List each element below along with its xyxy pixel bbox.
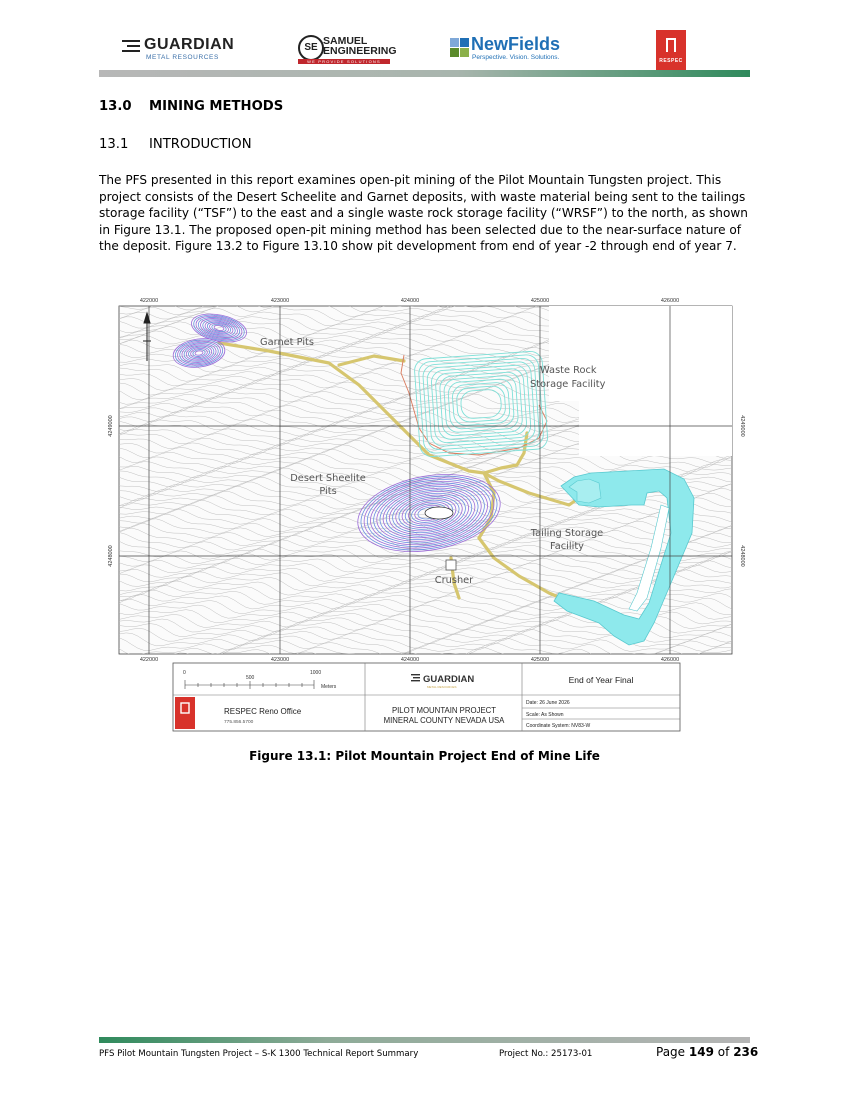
samuel-logo-line2: ENGINEERING xyxy=(323,45,397,57)
map-title-block xyxy=(173,663,680,731)
page-total: 236 xyxy=(733,1045,759,1059)
title-block-scale: Scale: As Shown xyxy=(526,712,564,718)
scale-label-1000: 1000 xyxy=(310,670,322,676)
newfields-logo-sub: Perspective. Vision. Solutions. xyxy=(472,54,560,61)
title-block-date: Date: 26 June 2026 xyxy=(526,700,570,706)
footer-project-number: Project No.: 25173-01 xyxy=(499,1049,593,1059)
easting-tick-bottom: 422000 xyxy=(139,657,159,663)
section-heading xyxy=(99,99,283,114)
scale-unit: Meters xyxy=(321,684,337,690)
blank-area xyxy=(579,401,732,456)
title-block-phone: 775.856.5700 xyxy=(224,720,254,725)
scale-label-500: 500 xyxy=(246,675,255,681)
figure-caption: Figure 13.1: Pilot Mountain Project End of Mine Life xyxy=(249,749,600,763)
label-desert-line1: Desert Sheelite xyxy=(290,473,366,484)
northing-tick-left: 4249000 xyxy=(108,415,114,437)
label-tsf-line2: Facility xyxy=(550,541,584,552)
samuel-engineering-logo xyxy=(298,33,397,65)
section-title: MINING METHODS xyxy=(149,99,284,114)
label-crusher: Crusher xyxy=(434,575,474,586)
guardian-logo xyxy=(122,36,252,66)
section-number: 13.0 xyxy=(99,99,132,114)
respec-logo-name: RESPEC xyxy=(659,58,683,64)
newfields-logo-name: NewFields xyxy=(471,34,561,54)
header-divider xyxy=(99,70,750,77)
easting-tick-top: 423000 xyxy=(270,298,290,304)
page-current: 149 xyxy=(688,1045,714,1059)
respec-mark-icon xyxy=(666,38,676,52)
respec-logo xyxy=(656,30,686,72)
label-wrsf-line2: Storage Facility xyxy=(530,379,606,390)
easting-tick-top: 425000 xyxy=(530,298,550,304)
footer-divider xyxy=(99,1037,750,1043)
intro-paragraph: The PFS presented in this report examines open-pit mining of the Pilot Mountain Tungsten project. This project consists of the Desert Scheelite and Garnet deposits, with waste material being sent to the tailings storage facility (“TSF”) to the east and a single waste rock storage facility (“WRSF”) to the north, as shown in Figure 13.1. The proposed open-pit mining method has been selected due to the near-surface nature of the deposit. Figure 13.2 to Figure 13.10 show pit development from end of year -2 through end of year 7. xyxy=(99,173,748,254)
easting-tick-bottom: 424000 xyxy=(400,657,420,663)
page-prefix: Page xyxy=(656,1045,686,1059)
title-block-project-line1: PILOT MOUNTAIN PROJECT xyxy=(391,706,497,715)
crusher-icon xyxy=(446,560,456,570)
newfields-logo xyxy=(450,36,570,66)
subsection-heading xyxy=(99,137,252,152)
title-block-office: RESPEC Reno Office xyxy=(224,707,302,716)
title-block-client-logo: GUARDIAN xyxy=(423,674,475,685)
guardian-lines-icon xyxy=(122,40,140,52)
pit-floor xyxy=(425,507,453,519)
easting-tick-bottom: 423000 xyxy=(270,657,290,663)
title-block-respec-logo xyxy=(175,697,195,729)
se-badge-icon: SE xyxy=(298,35,324,61)
site-map-figure xyxy=(99,293,750,735)
northing-tick-right: 4249000 xyxy=(739,415,745,437)
guardian-logo-sub: METAL RESOURCES xyxy=(146,54,219,61)
title-block-drawing-title: End of Year Final xyxy=(568,675,634,685)
northing-tick-right: 4248000 xyxy=(739,545,745,567)
footer-report-title: PFS Pilot Mountain Tungsten Project – S-K 1300 Technical Report Summary xyxy=(99,1049,419,1059)
label-wrsf-line1: Waste Rock xyxy=(540,365,597,376)
title-block-project-line2: MINERAL COUNTY NEVADA USA xyxy=(383,716,505,725)
samuel-logo-tagline: WE PROVIDE SOLUTIONS xyxy=(298,59,390,64)
easting-tick-top: 424000 xyxy=(400,298,420,304)
guardian-logo-name: GUARDIAN xyxy=(144,36,235,53)
page-of: of xyxy=(717,1045,730,1059)
samuel-logo-line1: SAMUEL xyxy=(323,35,368,47)
easting-tick-top: 426000 xyxy=(660,298,680,304)
title-block-client-logo-sub: METAL RESOURCES xyxy=(427,685,457,689)
easting-tick-bottom: 425000 xyxy=(530,657,550,663)
newfields-square-icon xyxy=(460,38,469,47)
newfields-square-icon xyxy=(450,38,459,47)
footer-page-number xyxy=(656,1045,758,1059)
label-tsf-line1: Tailing Storage xyxy=(530,528,604,539)
easting-tick-bottom: 426000 xyxy=(660,657,680,663)
scale-label-0: 0 xyxy=(183,670,186,676)
label-desert-line2: Pits xyxy=(319,486,337,497)
site-map-svg xyxy=(99,293,750,735)
label-garnet-pits: Garnet Pits xyxy=(260,337,315,348)
easting-tick-top: 422000 xyxy=(139,298,159,304)
newfields-square-icon xyxy=(450,48,459,57)
subsection-number: 13.1 xyxy=(99,137,129,152)
subsection-title: INTRODUCTION xyxy=(149,137,252,152)
title-block-coord-system: Coordinate System: NV83-W xyxy=(526,723,591,729)
northing-tick-left: 4248000 xyxy=(108,545,114,567)
newfields-square-icon xyxy=(460,48,469,57)
